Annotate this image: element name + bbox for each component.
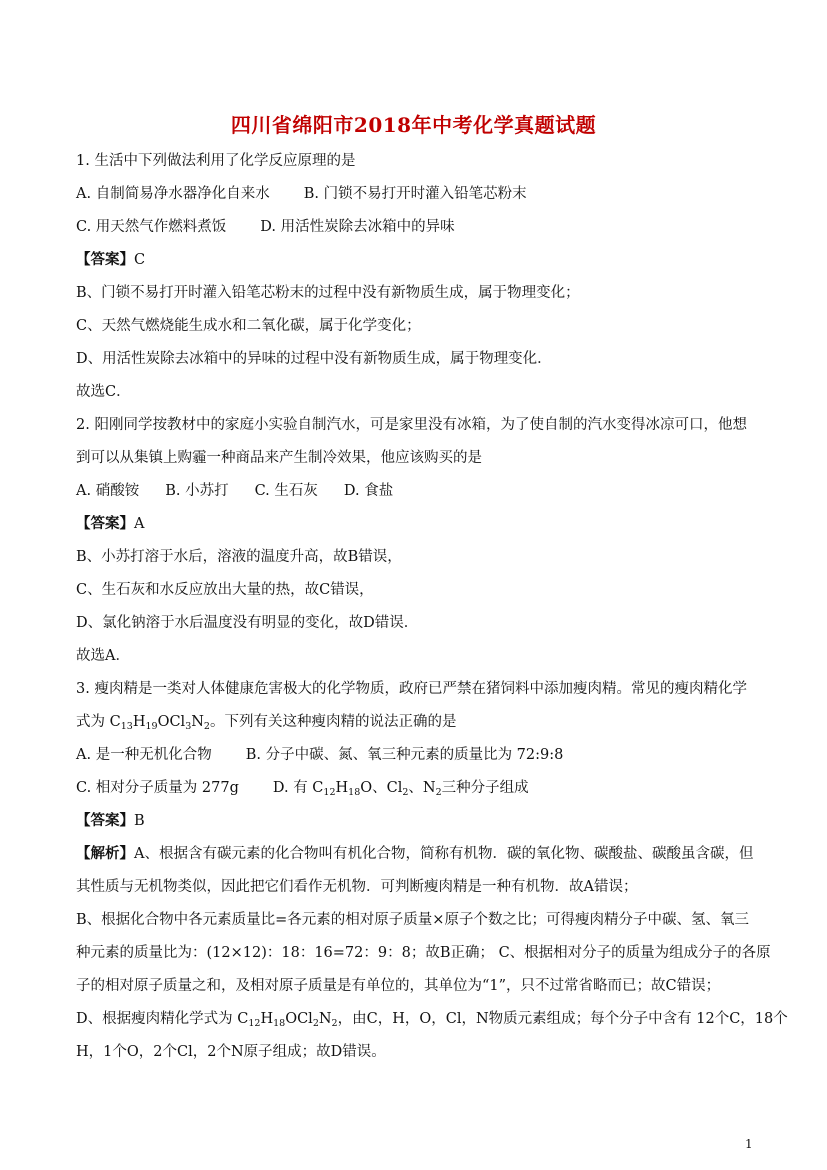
q3-analysis-line6: D、根据瘦肉精化学式为 $C_{12}H_{18}OCl_2N_2$，由C，H，O，Cl，N物质元素组成；每个分子中含有 12个C，18个 (76, 1011, 788, 1029)
q3-answer (76, 810, 145, 832)
q1-conclusion: 故选C． (76, 384, 131, 400)
q2-option-a: A. 硝酸铵 (76, 483, 140, 499)
q1-answer-value: C (134, 252, 146, 268)
q2-option-c: C. 生石灰 (254, 483, 318, 499)
q1-explanation-d: D、用活性炭除去冰箱中的异味的过程中没有新物质生成，属于物理变化． (76, 351, 552, 367)
q1-answer (76, 249, 145, 271)
q3-stem-line2: 式为 $C_{13}H_{19}OCl_3N_2$。下列有关这种瘦肉精的说法正确的是 (76, 714, 457, 732)
q1-explanation-b: B、门锁不易打开时灌入铅笔芯粉末的过程中没有新物质生成，属于物理变化； (76, 285, 580, 301)
q2-answer (76, 513, 144, 535)
q2-explanation-d: D、氯化钠溶于水后温度没有明显的变化，故D错误． (76, 615, 419, 631)
q3-option-d: D. 有 $C_{12}H_{18}O$、$Cl_2$、$N_2$三种分子组成 (272, 780, 529, 798)
q3-analysis-line1: 【解析】A、根据含有碳元素的化合物叫有机化合物，简称有机物．碳的氧化物、碳酸盐、碳酸虽含碳，但 (76, 845, 754, 862)
q2-stem-line1: 2. 阳刚同学按教材中的家庭小实验自制汽水，可是家里没有冰箱，为了使自制的汽水变得冰凉可口，他想 (76, 417, 747, 433)
q3-analysis-line5: 子的相对原子质量之和，及相对原子质量是有单位的，其单位为“1”，只不过常省略而已；故C错误； (76, 978, 721, 994)
q1-answer-tag: 【答案】 (76, 251, 134, 268)
q1-option-a: A. 自制简易净水器净化自来水 (76, 186, 270, 202)
q2-option-d: D. 食盐 (343, 483, 394, 499)
q1-option-d: D. 用活性炭除去冰箱中的异味 (260, 219, 455, 235)
q2-explanation-c: C、生石灰和水反应放出大量的热，故C错误， (76, 582, 374, 598)
q3-option-a: A. 是一种无机化合物 (76, 747, 212, 763)
q3-stem-line1: 3. 瘦肉精是一类对人体健康危害极大的化学物质，政府已严禁在猪饲料中添加瘦肉精。常见的瘦肉精化学 (76, 681, 747, 697)
q3-analysis-line2: 其性质与无机物类似，因此把它们看作无机物．可判断瘦肉精是一种有机物．故A错误； (76, 879, 638, 895)
q2-conclusion: 故选A． (76, 648, 130, 664)
page-number: 1 (745, 1137, 753, 1151)
q3-options-ab (76, 744, 563, 766)
q1-option-c: C. 用天然气作燃料煮饭 (76, 219, 227, 235)
q1-stem: 1. 生活中下列做法利用了化学反应原理的是 (76, 153, 356, 169)
q3-analysis-tag: 【解析】 (76, 845, 134, 862)
q1-options-ab (76, 183, 527, 205)
q2-options (76, 480, 393, 502)
q2-answer-value: A (134, 516, 145, 532)
q3-analysis-line4: 种元素的质量比为：(12×12)：18：16=72：9：8；故B正确； C、根据相对分子的质量为组成分子的各原 (76, 945, 771, 961)
q3-analysis-line7: H，1个O，2个Cl，2个N原子组成；故D错误。 (76, 1044, 386, 1060)
q3-options-cd (76, 777, 529, 799)
q1-option-b: B. 门锁不易打开时灌入铅笔芯粉末 (303, 186, 527, 202)
q3-option-b: B. 分子中碳、氮、氧三种元素的质量比为 72:9:8 (245, 747, 564, 763)
q3-answer-tag: 【答案】 (76, 812, 134, 829)
page-title: 四川省绵阳市2018年中考化学真题试题 (230, 113, 597, 137)
q2-stem-line2: 到可以从集镇上购霾一种商品来产生制冷效果，他应该购买的是 (76, 450, 482, 466)
q2-answer-tag: 【答案】 (76, 515, 134, 532)
q1-explanation-c: C、天然气燃烧能生成水和二氧化碳，属于化学变化； (76, 318, 421, 334)
q3-answer-value: B (134, 813, 145, 829)
q2-option-b: B. 小苏打 (165, 483, 229, 499)
q2-explanation-b: B、小苏打溶于水后，溶液的温度升高，故B错误， (76, 549, 402, 565)
q3-analysis-line3: B、根据化合物中各元素质量比=各元素的相对原子质量×原子个数之比；可得瘦肉精分子中碳、氢、氧三 (76, 912, 749, 928)
q1-options-cd (76, 216, 455, 238)
q3-option-c: C. 相对分子质量为 277g (76, 780, 239, 796)
